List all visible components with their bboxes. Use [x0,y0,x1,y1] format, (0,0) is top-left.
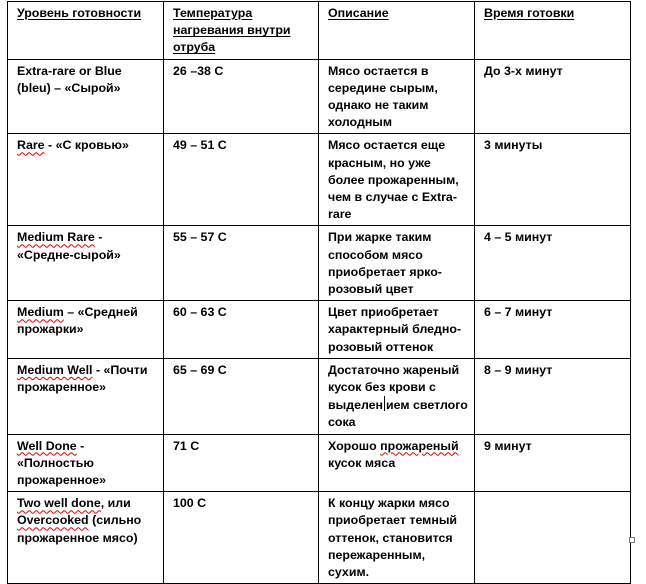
table-row [8,59,631,134]
table-row [8,226,631,301]
table-row [8,301,631,359]
header-row [8,2,631,60]
level-text: - «Средне-сырой» [17,230,121,262]
temperature-cell[interactable]: 100 С [164,492,319,584]
level-cell[interactable] [8,134,164,226]
description-cell[interactable]: Мясо остается в середине сырым, однако не таким холодным [319,59,475,134]
table-row [8,134,631,226]
level-text: Extra-rare or Blue (bleu) – «Сырой» [17,63,122,95]
description-text: кусок мяса [328,455,396,470]
header-cell-temperature[interactable]: Температура нагревания внутри отруба [164,2,319,60]
description-cell[interactable]: При жарке таким способом мясо приобретает ярко-розовый цвет [319,226,475,301]
spellcheck-marked-word: прожареный [380,438,459,453]
table-row [8,434,631,492]
time-cell[interactable]: 8 – 9 минут [475,358,631,434]
temperature-cell[interactable]: 65 – 69 С [164,358,319,434]
time-cell[interactable]: 6 – 7 минут [475,301,631,359]
spellcheck-marked-word: Overcooked [17,513,89,528]
time-cell[interactable] [475,492,631,584]
table-row [8,358,631,434]
description-text: ием светлого сока [328,398,468,430]
temperature-cell[interactable]: 60 – 63 С [164,301,319,359]
level-cell[interactable] [8,226,164,301]
spellcheck-marked-word: Medium Well [17,362,93,377]
level-text: - «Полностью прожаренное» [17,438,107,488]
time-cell[interactable]: До 3-х минут [475,59,631,134]
temperature-cell[interactable]: 26 –38 С [164,59,319,134]
level-text: , или [100,496,131,511]
temperature-cell[interactable]: 55 – 57 С [164,226,319,301]
level-text: – «Средней прожарки» [17,305,138,337]
level-text: - «Почти прожаренное» [17,362,148,395]
level-cell[interactable] [8,301,164,359]
spellcheck-marked-word: Rare [17,138,45,153]
level-cell[interactable] [8,492,164,584]
doneness-table [7,1,631,584]
description-cell[interactable]: Цвет приобретает характерный бледно-розовый оттенок [319,301,475,359]
header-cell-description[interactable]: Описание [319,2,475,60]
level-cell[interactable] [8,59,164,134]
header-cell-time[interactable]: Время готовки [475,2,631,60]
description-text: Хорошо [328,438,381,453]
description-cell[interactable] [319,434,475,492]
spellcheck-marked-word: Well Done [17,438,77,453]
time-cell[interactable]: 9 минут [475,434,631,492]
header-cell-level[interactable]: Уровень готовности [8,2,164,60]
level-cell[interactable] [8,358,164,434]
description-cell[interactable] [319,358,475,434]
spellcheck-marked-word: Medium [17,305,64,320]
table-row [8,492,631,584]
time-cell[interactable]: 4 – 5 минут [475,226,631,301]
text-cursor [384,396,385,411]
level-text: (сильно прожаренное мясо) [17,513,142,545]
level-text: - «С кровью» [44,138,129,153]
table-resize-handle[interactable] [629,537,635,543]
spellcheck-marked-word: Medium Rare [17,230,95,245]
spellcheck-marked-word: Two well done [17,496,101,511]
description-cell[interactable]: К концу жарки мясо приобретает темный оттенок, становится пережаренным, сухим. [319,492,475,584]
description-text: Достаточно жареный кусок без крови с выделен [328,362,460,413]
time-cell[interactable]: 3 минуты [475,134,631,226]
level-cell[interactable] [8,434,164,492]
description-cell[interactable]: Мясо остается еще красным, но уже более прожаренным, чем в случае с Extra-rare [319,134,475,226]
temperature-cell[interactable]: 49 – 51 С [164,134,319,226]
temperature-cell[interactable]: 71 С [164,434,319,492]
